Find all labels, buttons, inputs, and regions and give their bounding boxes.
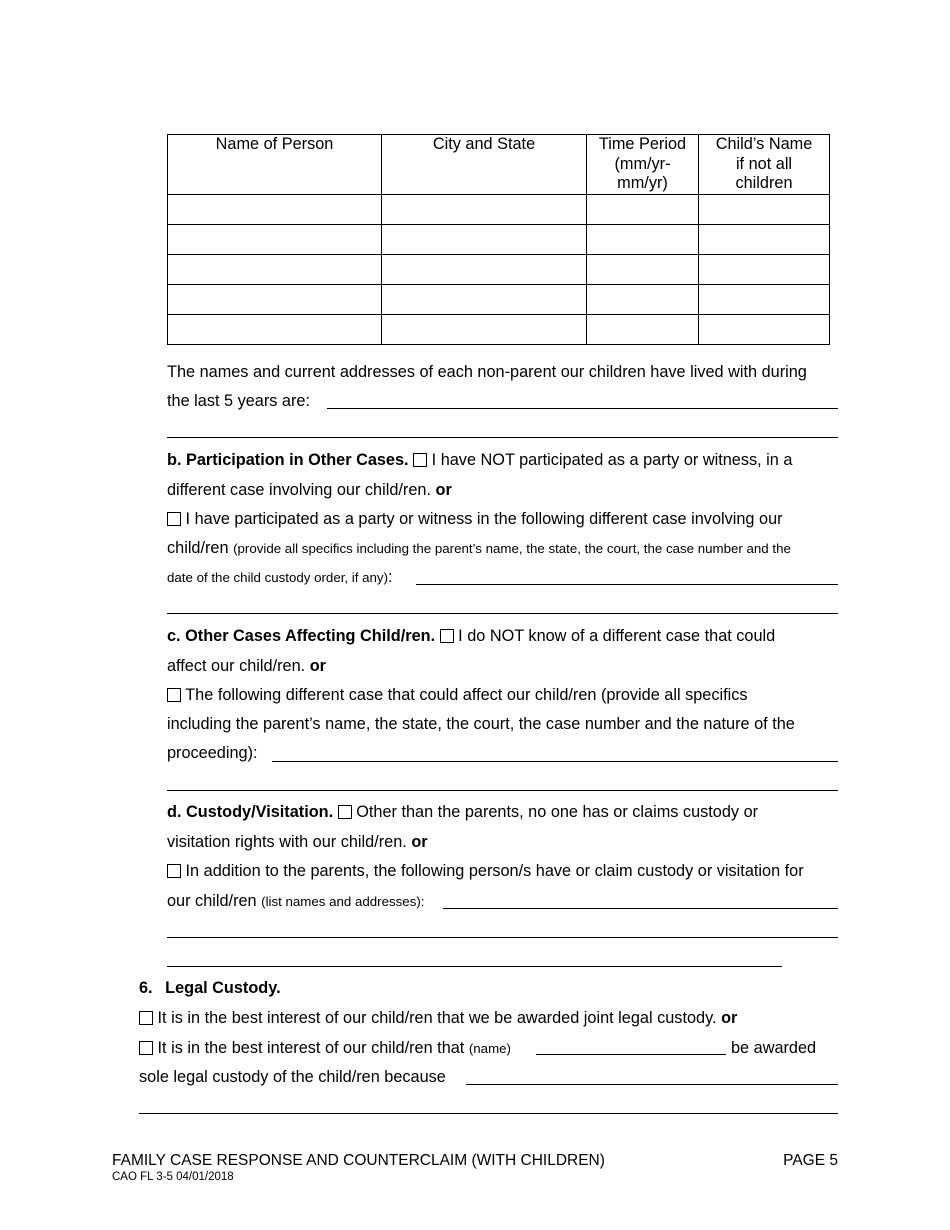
table-header-cell — [587, 135, 699, 195]
table-cell[interactable] — [382, 254, 587, 284]
table-header-text: City and State — [432, 135, 536, 153]
table-cell[interactable] — [587, 314, 699, 344]
section-d-line1 — [167, 802, 758, 822]
section-c-answer-line-2[interactable] — [167, 790, 838, 791]
table-header-cell — [168, 135, 382, 195]
section-d-line2 — [167, 832, 428, 852]
section-b-or: or — [435, 481, 452, 499]
section-b-opt2-text: I have participated as a party or witness in the following different case involving our — [185, 510, 783, 528]
section-d-line4 — [167, 891, 424, 912]
section-d-opt1-text: Other than the parents, no one has or claims custody or — [356, 803, 759, 821]
table-cell[interactable] — [168, 254, 382, 284]
section-c-opt2-checkbox[interactable] — [167, 688, 181, 702]
table-cell[interactable] — [168, 314, 382, 344]
section-c-or: or — [309, 657, 326, 675]
section-c-line2 — [167, 656, 326, 676]
section-b-opt2-cont: child/ren — [167, 539, 229, 557]
table-cell[interactable] — [699, 314, 830, 344]
nonparent-answer-line-2[interactable] — [167, 437, 838, 438]
table-cell[interactable] — [382, 194, 587, 224]
section-c-opt2-text: The following different case that could affect our child/ren (provide all specifics — [185, 686, 748, 704]
table-row — [168, 284, 830, 314]
nonparent-text-line1: The names and current addresses of each non-parent our children have lived with during — [167, 363, 807, 381]
table-cell[interactable] — [699, 284, 830, 314]
section-6-number: 6. — [139, 979, 153, 997]
residence-table — [167, 134, 830, 345]
section-b-answer-line-2[interactable] — [167, 613, 838, 614]
section-6-line2 — [139, 1038, 511, 1059]
section-6-name-label: (name) — [468, 1041, 511, 1056]
table-cell[interactable] — [382, 224, 587, 254]
section-b-line4 — [167, 538, 791, 559]
table-cell[interactable] — [587, 254, 699, 284]
table-row — [168, 224, 830, 254]
section-c-opt1-text: I do NOT know of a different case that could — [458, 627, 776, 645]
section-d-answer-line[interactable] — [443, 908, 838, 909]
table-cell[interactable] — [587, 284, 699, 314]
section-d-opt2-text: In addition to the parents, the following person/s have or claim custody or visitation for — [185, 862, 804, 880]
section-b-opt2-note2: date of the child custody order, if any) — [167, 570, 389, 585]
table-header-row — [168, 135, 830, 195]
section-6-heading: Legal Custody. — [165, 979, 281, 997]
table-cell[interactable] — [587, 224, 699, 254]
section-d-heading: d. Custody/Visitation. — [167, 803, 334, 821]
section-6-reason-line[interactable] — [466, 1084, 838, 1085]
table-row — [168, 254, 830, 284]
section-c-opt1-checkbox[interactable] — [440, 629, 454, 643]
section-d-opt1-checkbox[interactable] — [338, 805, 352, 819]
section-c-line5: proceeding): — [167, 744, 258, 762]
section-b-colon: : — [388, 568, 393, 586]
table-cell[interactable] — [382, 314, 587, 344]
table-header-text: children — [735, 174, 793, 192]
table-header-text: if not all — [735, 154, 793, 173]
section-6-name-field[interactable] — [536, 1054, 726, 1055]
section-b-heading: b. Participation in Other Cases. — [167, 451, 409, 469]
table-header-text: mm/yr) — [617, 174, 668, 192]
section-c-heading: c. Other Cases Affecting Child/ren. — [167, 627, 436, 645]
section-6-opt2-after: be awarded — [731, 1039, 817, 1057]
section-b-opt2-checkbox[interactable] — [167, 512, 181, 526]
section-d-opt2-cont: our child/ren — [167, 892, 257, 910]
section-6-opt2-checkbox[interactable] — [139, 1041, 153, 1055]
footer-form-id: CAO FL 3-5 04/01/2018 — [112, 1171, 234, 1183]
section-d-or: or — [411, 833, 428, 851]
table-row — [168, 194, 830, 224]
table-row — [168, 314, 830, 344]
section-6-line3: sole legal custody of the child/ren because — [139, 1068, 446, 1086]
section-c-answer-line[interactable] — [272, 761, 838, 762]
section-b-opt1-text: I have NOT participated as a party or witness, in a — [431, 451, 793, 469]
section-b-opt1-checkbox[interactable] — [413, 453, 427, 467]
section-6-or: or — [721, 1009, 738, 1027]
table-header-text: Time Period — [598, 135, 687, 153]
section-6-opt1-checkbox[interactable] — [139, 1011, 153, 1025]
section-d-opt2-note: (list names and addresses): — [261, 894, 425, 909]
table-header-text: Child’s Name — [715, 135, 813, 153]
section-6-title — [139, 978, 281, 998]
nonparent-text-line2: the last 5 years are: — [167, 392, 310, 410]
section-d-line3 — [167, 861, 804, 881]
table-cell[interactable] — [699, 194, 830, 224]
table-cell[interactable] — [587, 194, 699, 224]
table-header-text: Name of Person — [215, 135, 334, 153]
table-cell[interactable] — [168, 224, 382, 254]
section-b-line3 — [167, 509, 783, 529]
table-cell[interactable] — [168, 194, 382, 224]
section-b-opt1-cont: different case involving our child/ren. — [167, 481, 431, 499]
section-6-reason-line-2[interactable] — [139, 1113, 838, 1114]
section-d-answer-line-3[interactable] — [167, 966, 782, 967]
nonparent-answer-line[interactable] — [327, 408, 838, 409]
section-c-opt1-cont: affect our child/ren. — [167, 657, 306, 675]
section-d-opt2-checkbox[interactable] — [167, 864, 181, 878]
section-b-line1 — [167, 450, 792, 470]
table-cell[interactable] — [699, 254, 830, 284]
footer-page-number: PAGE 5 — [783, 1152, 838, 1169]
table-header-cell — [382, 135, 587, 195]
section-b-opt2-note: (provide all specifics including the parent’s name, the state, the court, the case number and the — [233, 541, 791, 556]
section-6-opt1-text: It is in the best interest of our child/ren that we be awarded joint legal custody. — [157, 1009, 717, 1027]
table-header-cell — [699, 135, 830, 195]
section-c-line4: including the parent’s name, the state, the court, the case number and the nature of the — [167, 715, 795, 733]
section-b-line2 — [167, 480, 452, 500]
section-c-line3 — [167, 685, 748, 705]
table-cell[interactable] — [699, 224, 830, 254]
section-6-opt2-text: It is in the best interest of our child/ren that — [157, 1039, 465, 1057]
section-b-line5 — [167, 567, 393, 588]
table-cell[interactable] — [382, 284, 587, 314]
table-cell[interactable] — [168, 284, 382, 314]
footer-title: FAMILY CASE RESPONSE AND COUNTERCLAIM (WITH CHILDREN) — [112, 1152, 605, 1169]
table-header-text: (mm/yr- — [614, 154, 671, 173]
section-d-opt1-cont: visitation rights with our child/ren. — [167, 833, 407, 851]
section-6-line1 — [139, 1008, 737, 1028]
section-b-answer-line[interactable] — [416, 584, 838, 585]
section-d-answer-line-2[interactable] — [167, 937, 838, 938]
section-c-line1 — [167, 626, 775, 646]
